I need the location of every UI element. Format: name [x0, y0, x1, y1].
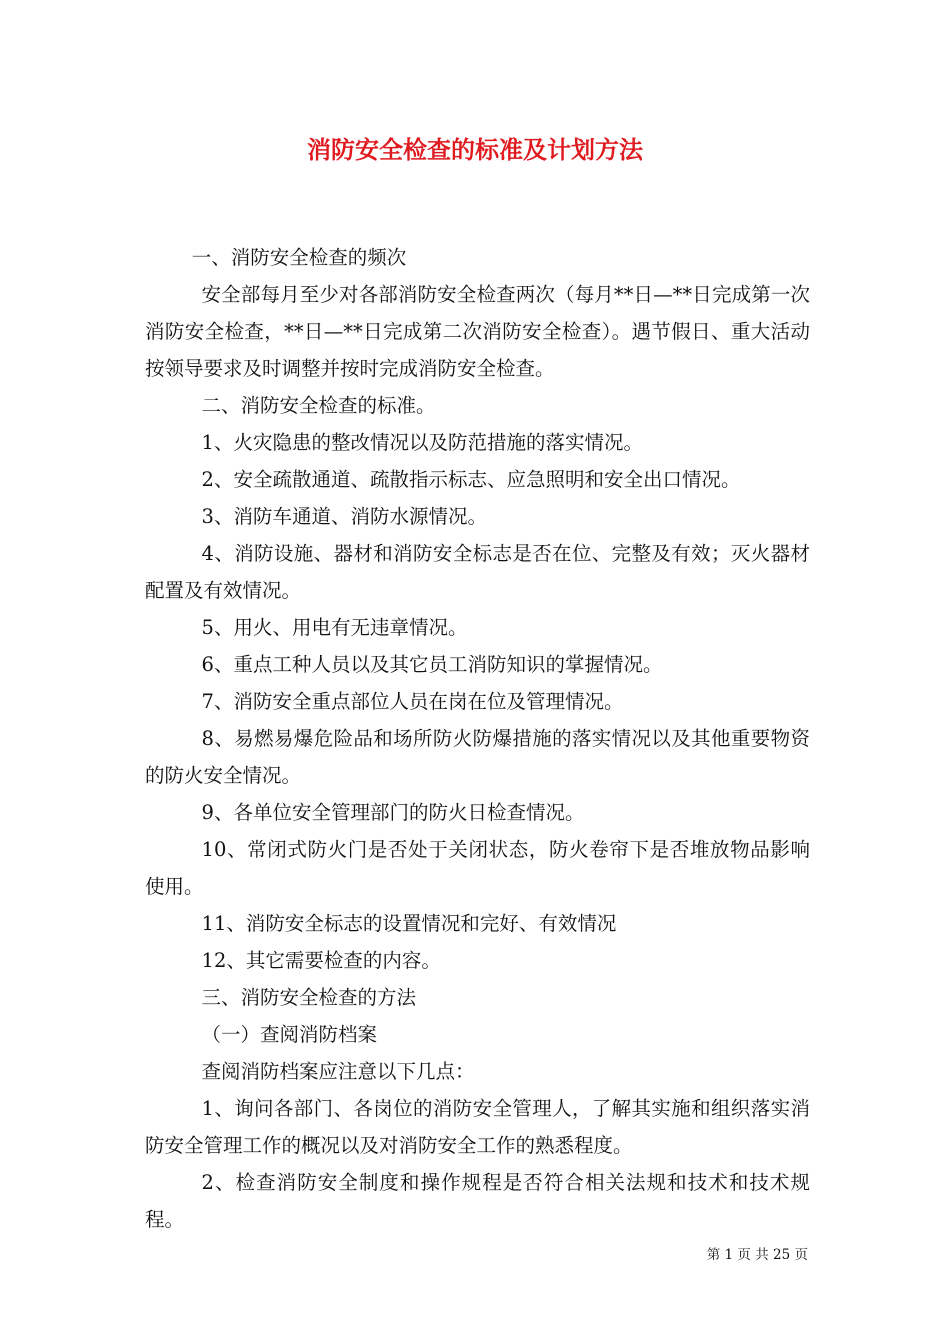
method-item-1: 1、询问各部门、各岗位的消防安全管理人，了解其实施和组织落实消防安全管理工作的概况以及对消防安全工作的熟悉程度。 — [145, 1097, 810, 1157]
standard-item-6: 6、重点工种人员以及其它员工消防知识的掌握情况。 — [201, 653, 663, 676]
standard-item-12: 12、其它需要检查的内容。 — [201, 949, 441, 972]
page-number: 第 1 页 共 25 页 — [706, 1247, 808, 1263]
section-heading-frequency: 一、消防安全检查的频次 — [191, 246, 407, 269]
document-title: 消防安全检查的标准及计划方法 — [307, 135, 643, 164]
paragraph-frequency: 安全部每月至少对各部消防安全检查两次（每月**日—**日完成第一次消防安全检查，**日—**日完成第二次消防安全检查）。遇节假日、重大活动按领导要求及时调整并按时完成消防安全检查。 — [145, 283, 810, 380]
standard-item-8: 8、易燃易爆危险品和场所防火防爆措施的落实情况以及其他重要物资的防火安全情况。 — [145, 727, 810, 787]
section-heading-methods: 三、消防安全检查的方法 — [201, 986, 417, 1009]
standard-item-10: 10、常闭式防火门是否处于关闭状态，防火卷帘下是否堆放物品影响使用。 — [145, 838, 810, 898]
standard-item-11: 11、消防安全标志的设置情况和完好、有效情况 — [201, 912, 617, 935]
standard-item-7: 7、消防安全重点部位人员在岗在位及管理情况。 — [201, 690, 624, 713]
section-heading-standards: 二、消防安全检查的标准。 — [201, 394, 436, 417]
standard-item-4: 4、消防设施、器材和消防安全标志是否在位、完整及有效；灭火器材配置及有效情况。 — [145, 542, 810, 602]
standard-item-3: 3、消防车通道、消防水源情况。 — [201, 505, 487, 528]
document-body — [145, 239, 810, 1238]
standard-item-1: 1、火灾隐患的整改情况以及防范措施的落实情况。 — [201, 431, 643, 454]
standard-item-5: 5、用火、用电有无违章情况。 — [201, 616, 468, 639]
standard-item-2: 2、安全疏散通道、疏散指示标志、应急照明和安全出口情况。 — [201, 468, 741, 491]
subsection-heading-archives: （一）查阅消防档案 — [201, 1023, 378, 1046]
standard-item-9: 9、各单位安全管理部门的防火日检查情况。 — [201, 801, 585, 824]
method-item-2: 2、检查消防安全制度和操作规程是否符合相关法规和技术和技术规程。 — [145, 1171, 810, 1231]
paragraph-archives-intro: 查阅消防档案应注意以下几点： — [201, 1060, 475, 1083]
